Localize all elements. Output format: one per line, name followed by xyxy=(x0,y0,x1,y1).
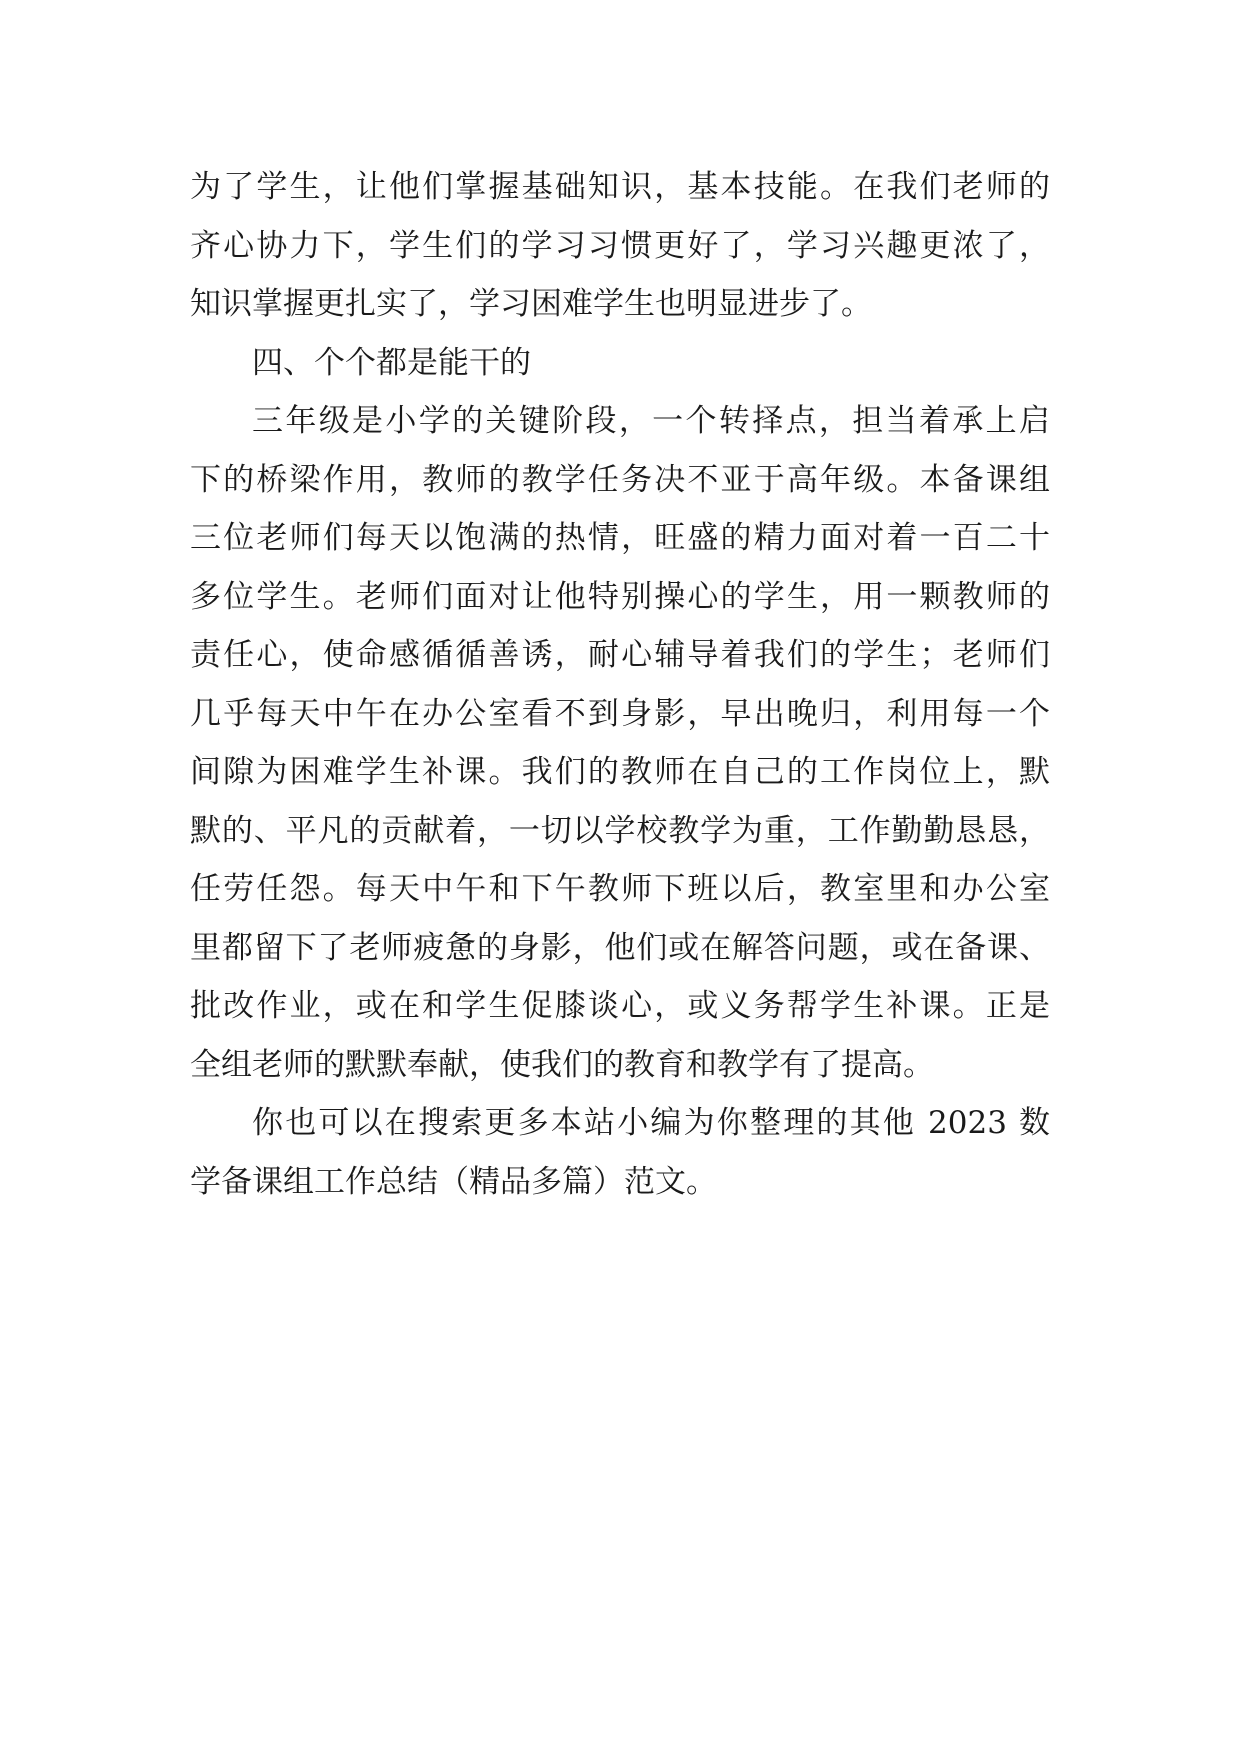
body-text-line: 几乎每天中午在办公室看不到身影，早出晚归，利用每一个 xyxy=(190,695,1050,732)
body-text-line: 批改作业，或在和学生促膝谈心，或义务帮学生补课。正是 xyxy=(190,988,1050,1024)
body-text-line: 默的、平凡的贡献着，一切以学校教学为重，工作勤勤恳恳， xyxy=(190,812,1050,849)
document-body xyxy=(190,158,1050,1211)
body-text-line: 三年级是小学的关键阶段，一个转择点，担当着承上启 xyxy=(252,403,1050,439)
section-heading: 四、个个都是能干的 xyxy=(252,344,531,381)
body-text-line: 间隙为困难学生补课。我们的教师在自己的工作岗位上，默 xyxy=(190,754,1050,790)
body-text-line: 全组老师的默默奉献，使我们的教育和教学有了提高。 xyxy=(190,1046,934,1083)
body-text-line: 责任心，使命感循循善诱，耐心辅导着我们的学生；老师们 xyxy=(190,637,1050,673)
body-text-line: 里都留下了老师疲惫的身影，他们或在解答问题，或在备课、 xyxy=(190,929,1050,966)
body-text-line: 学备课组工作总结（精品多篇）范文。 xyxy=(190,1163,717,1200)
body-text-line: 三位老师们每天以饱满的热情，旺盛的精力面对着一百二十 xyxy=(190,520,1050,556)
body-text-line: 任劳任怨。每天中午和下午教师下班以后，教室里和办公室 xyxy=(190,871,1050,907)
body-text-line: 为了学生，让他们掌握基础知识，基本技能。在我们老师的 xyxy=(190,169,1050,205)
body-text-line: 多位学生。老师们面对让他特别操心的学生，用一颗教师的 xyxy=(190,578,1050,615)
body-text-line: 下的桥梁作用，教师的教学任务决不亚于高年级。本备课组 xyxy=(190,461,1050,498)
body-text-line: 知识掌握更扎实了，学习困难学生也明显进步了。 xyxy=(190,286,872,322)
body-text-line: 你也可以在搜索更多本站小编为你整理的其他 2023 数 xyxy=(252,1105,1050,1141)
body-text-line: 齐心协力下，学生们的学习习惯更好了，学习兴趣更浓了， xyxy=(190,227,1050,264)
